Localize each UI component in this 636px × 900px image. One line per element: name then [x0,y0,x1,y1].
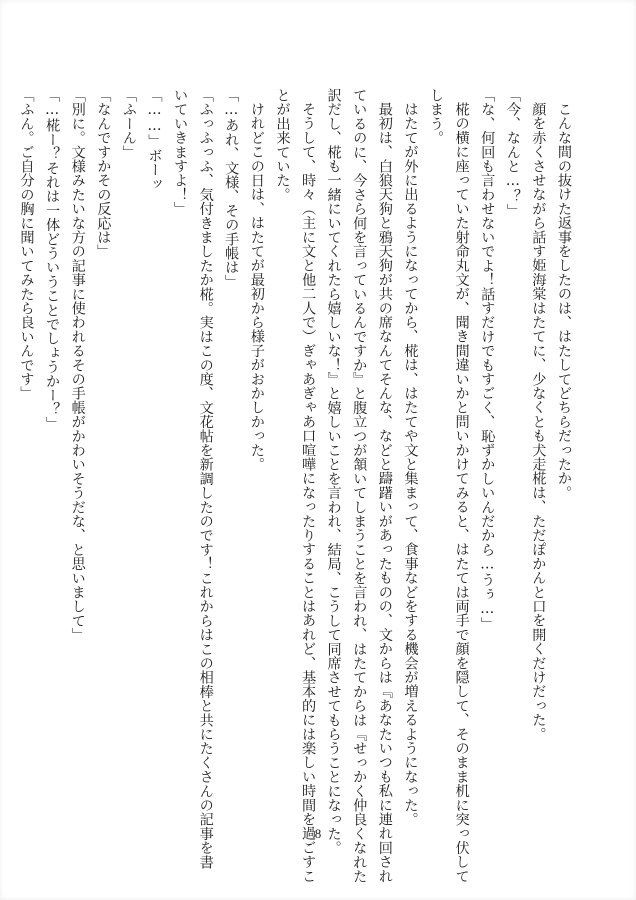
page-number: 8 [314,826,322,841]
text-line: 「な、何回も言わせないでよ！話すだけでもすごく、恥ずかしいんだから…うぅ…」 [479,88,496,632]
text-line: はたてが外に出るようになってから、椛は、はたてや文と集まって、食事などをする機会が増えるようになった。 [402,102,419,827]
text-line: いていきますよ！」 [172,88,189,216]
text-line: 訳だし、椛も一緒にいてくれたら嬉しいな！』と嬉しいことを言われ、結局、こうして同席させてもらうことになった。 [325,88,342,855]
text-line: 「…椛ー？それは一体どういうことでしょうかー？」 [44,88,61,431]
text-line: 「別に。文様みたいな方の記事に使われるその手帳がかわいそうだな、と思いまして」 [69,88,86,642]
text-line: 「ふっふっふ、気付きましたか椛。実はこの度、文花帖を新調したのです！これからはこの相棒と共にたくさんの記事を書 [197,88,214,869]
vertical-text-body [13,88,576,884]
text-line: ているのに、今さら何を言っているんですか』と腹立つが頷いてしまうことを言われ、はたてからは『せっかく仲良くなれた [351,88,368,884]
text-line: 顔を赤くさせながら話す姫海棠はたてに、少なくとも犬走椛は、ただぽかんと口を開くだけだった。 [530,102,547,742]
text-line: そうして、時々（主に文と他二人で）ぎゃあぎゃあ口喧嘩になったりすることはあれど、基本的には楽しい時間を過ごすこ [300,102,317,884]
text-line: しまう。 [428,88,445,145]
text-line: 「…あれ、文様、その手帳は」 [223,88,240,289]
text-line: 「今、なんと…？」 [504,88,521,218]
text-line: こんな間の抜けた返事をしたのは、はたしてどちらだったか。 [556,102,572,500]
text-line: 「ふん。ご自分の胸に聞いてみたら良いんです」 [18,88,35,401]
text-line: 「……」ボーッ [146,88,163,191]
text-line: けれどこの日は、はたてが最初から様子がおかしかった。 [248,102,265,472]
text-line: 「ふーん」 [120,88,137,159]
text-line: 最初は、白狼天狗と鴉天狗が共の席なんてそんな、などと躊躇いがあったものの、文からは『あなたいつも私に連れ回され [376,102,393,884]
text-line: とが出来ていた。 [274,88,291,202]
text-line: 椛の横に座っていた射命丸文が、聞き間違いかと問いかけてみると、はたては両手で顔を隠して、そのまま机に突っ伏して [453,102,470,884]
text-line: 「なんですかその反応は」 [95,88,112,259]
